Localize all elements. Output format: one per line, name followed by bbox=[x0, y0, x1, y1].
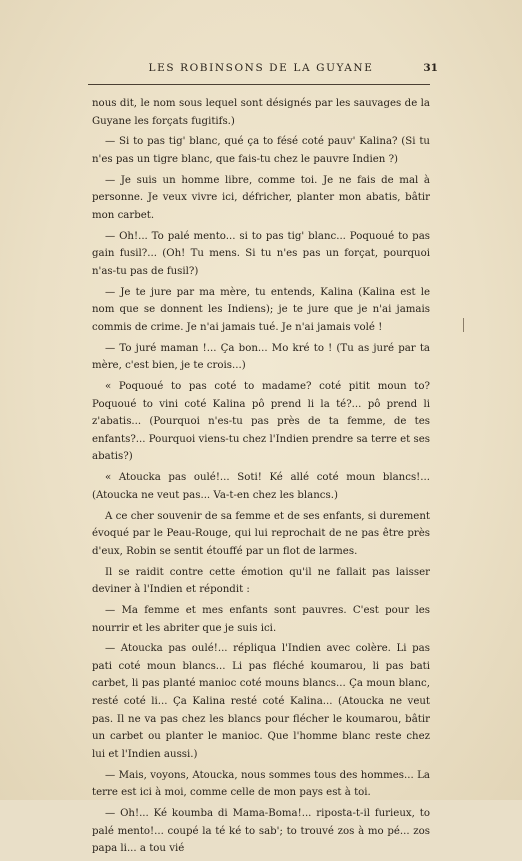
paragraph: — Ma femme et mes enfants sont pauvres. C'est pour les nourrir et les abriter que je suis ici. bbox=[92, 604, 430, 634]
paragraph: — Si to pas tig' blanc, qué ça to fésé coté pauv' Kalina? (Si tu n'es pas un tigre blanc, que fais-tu chez le pauvre Indien ?) bbox=[92, 136, 430, 165]
paragraph: — Je te jure par ma mère, tu entends, Kalina (Kalina est le nom que se donnent les Indiens); je te jure que je n'ai jamais commis de crime. Je n'ai jamais tué. Je n'ai jamais volé ! bbox=[92, 286, 430, 333]
paragraph: — Je suis un homme libre, comme toi. Je ne fais de mal à personne. Je veux vivre ici, défricher, planter mon abatis, bâtir mon carbet. bbox=[92, 174, 430, 221]
paragraph: « Atoucka pas oulé!... Soti! Ké allé coté moun blancs!... (Atoucka ne veut pas... Va-t-en chez les blancs.) bbox=[92, 472, 430, 501]
page-number: 31 bbox=[423, 62, 438, 74]
margin-mark bbox=[463, 318, 464, 332]
paragraph: — Oh!... To palé mento... si to pas tig' blanc... Poquoué to pas gain fusil?... (Oh! Tu mens. Si tu n'es pas un forçat, pourquoi n'as-tu pas de fusil?) bbox=[92, 230, 430, 277]
paragraph: « Poquoué to pas coté to madame? coté pitit moun to? Poquoué to vini coté Kalina pô prend li la té?... pô prend li z'abatis... (Pourquoi n'es-tu pas près de ta femme, de tes enfants?... Pourquoi viens-tu chez l'Indien prendre sa terre et ses abatis?) bbox=[92, 381, 430, 463]
paragraph: — Oh!... Ké koumba di Mama-Boma!... riposta-t-il furieux, to palé mento!... coupé la té ké to sab'; to trouvé zos à mo pé... zos papa li... a tou vié bbox=[92, 808, 430, 855]
paragraph: — To juré maman !... Ça bon... Mo kré to ! (Tu as juré par ta mère, c'est bien, je te crois...) bbox=[92, 342, 430, 372]
paragraph: — Atoucka pas oulé!... répliqua l'Indien avec colère. Li pas pati coté moun blancs... Li pas fléché koumarou, li pas bati carbet, li pas planté manioc coté mouns blancs... Ça moun blanc, resté coté li... Ça Kalina resté coté Kalina... (Atoucka ne veut pas. Il ne va pas chez les blancs pour flécher le koumarou, bâtir un carbet ou planter le manioc. Que l'homme blanc reste chez lui et l'Indien aussi.) bbox=[92, 643, 430, 760]
paragraph: Il se raidit contre cette émotion qu'il ne fallait pas laisser deviner à l'Indien et répondit : bbox=[92, 566, 430, 596]
running-title: LES ROBINSONS DE LA GUYANE bbox=[148, 62, 374, 74]
body-text bbox=[92, 95, 430, 861]
paragraph: — Mais, voyons, Atoucka, nous sommes tous des hommes... La terre est ici à moi, comme celle de mon pays est à toi. bbox=[92, 769, 430, 799]
header-rule bbox=[88, 84, 430, 85]
page-header bbox=[0, 62, 522, 78]
paragraph: nous dit, le nom sous lequel sont désignés par les sauvages de la Guyane les forçats fugitifs.) bbox=[92, 98, 430, 127]
paragraph: A ce cher souvenir de sa femme et de ses enfants, si durement évoqué par le Peau-Rouge, qui lui reprochait de ne pas être près d'eux, Robin se sentit étouffé par un flot de larmes. bbox=[92, 510, 430, 557]
